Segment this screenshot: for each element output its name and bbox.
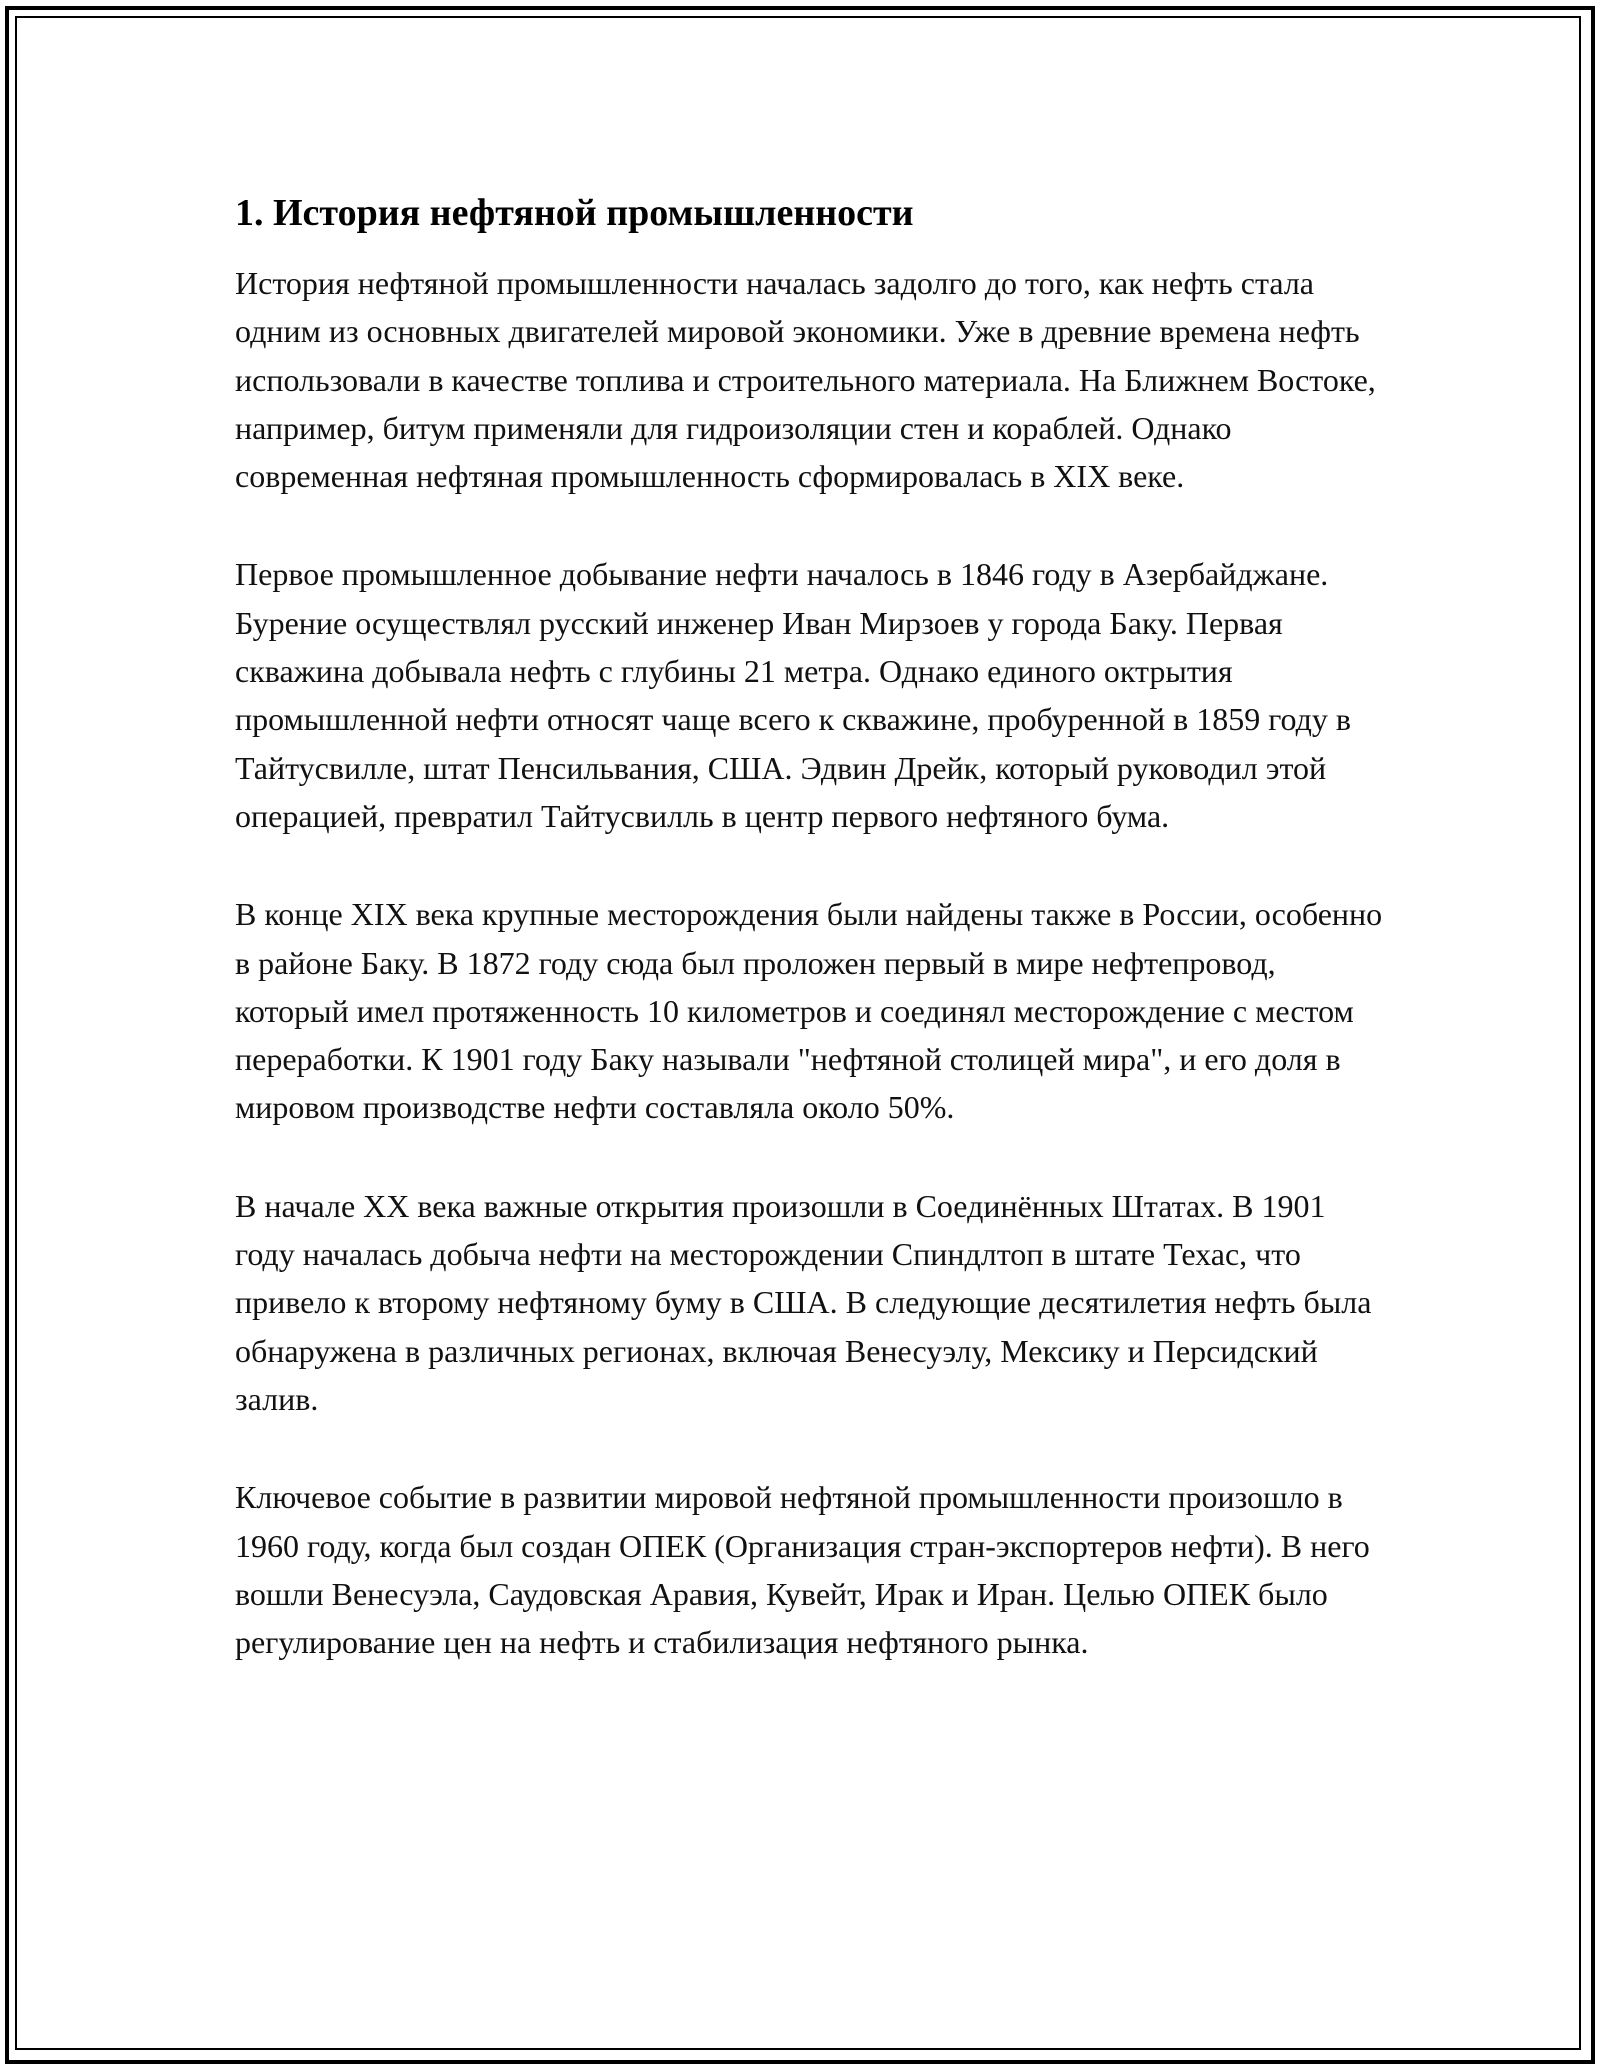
- document-body: [235, 185, 1385, 1716]
- paragraph-first-wells: Первое промышленное добывание нефти началось в 1846 году в Азербайджане. Бурение осуществлял русский инженер Иван Мирзоев у города Баку. Первая скважина добывала нефть с глубины 21 метра. Однако единого октрытия промышленной нефти относят чаще всего к скважине, пробуренной в 1859 году в Тайтусвилле, штат Пенсильвания, США. Эдвин Дрейк, который руководил этой операцией, превратил Тайтусвилль в центр первого нефтяного бума.: [235, 556, 1352, 834]
- paragraph-baku: В конце XIX века крупные месторождения были найдены также в России, особенно в районе Баку. В 1872 году сюда был проложен первый в мире нефтепровод, который имел протяженность 10 километров и соединял месторождение с местом переработки. К 1901 году Баку называли "нефтяной столицей мира", и его доля в мировом производстве нефти составляла около 50%.: [235, 896, 1383, 1126]
- paragraph-ancient-history: История нефтяной промышленности началась задолго до того, как нефть стала одним из основных двигателей мировой экономики. Уже в древние времена нефть использовали в качестве топлива и строительного материала. На Ближнем Востоке, например, битум применяли для гидроизоляции стен и кораблей. Однако современная нефтяная промышленность сформировалась в XIX веке.: [235, 265, 1376, 495]
- paragraph-opec: Ключевое событие в развитии мировой нефтяной промышленности произошло в 1960 году, когда был создан ОПЕК (Организация стран-экспортеров нефти). В него вошли Венесуэла, Саудовская Аравия, Кувейт, Ирак и Иран. Целью ОПЕК было регулирование цен на нефть и стабилизация нефтяного рынка.: [235, 1479, 1370, 1661]
- paragraph-usa: В начале XX века важные открытия произошли в Соединённых Штатах. В 1901 году началась добыча нефти на месторождении Спиндлтоп в штате Техас, что привело к второму нефтяному буму в США. В следующие десятилетия нефть была обнаружена в различных регионах, включая Венесуэлу, Мексику и Персидский залив.: [235, 1187, 1372, 1417]
- section-heading: 1. История нефтяной промышленности: [235, 192, 914, 234]
